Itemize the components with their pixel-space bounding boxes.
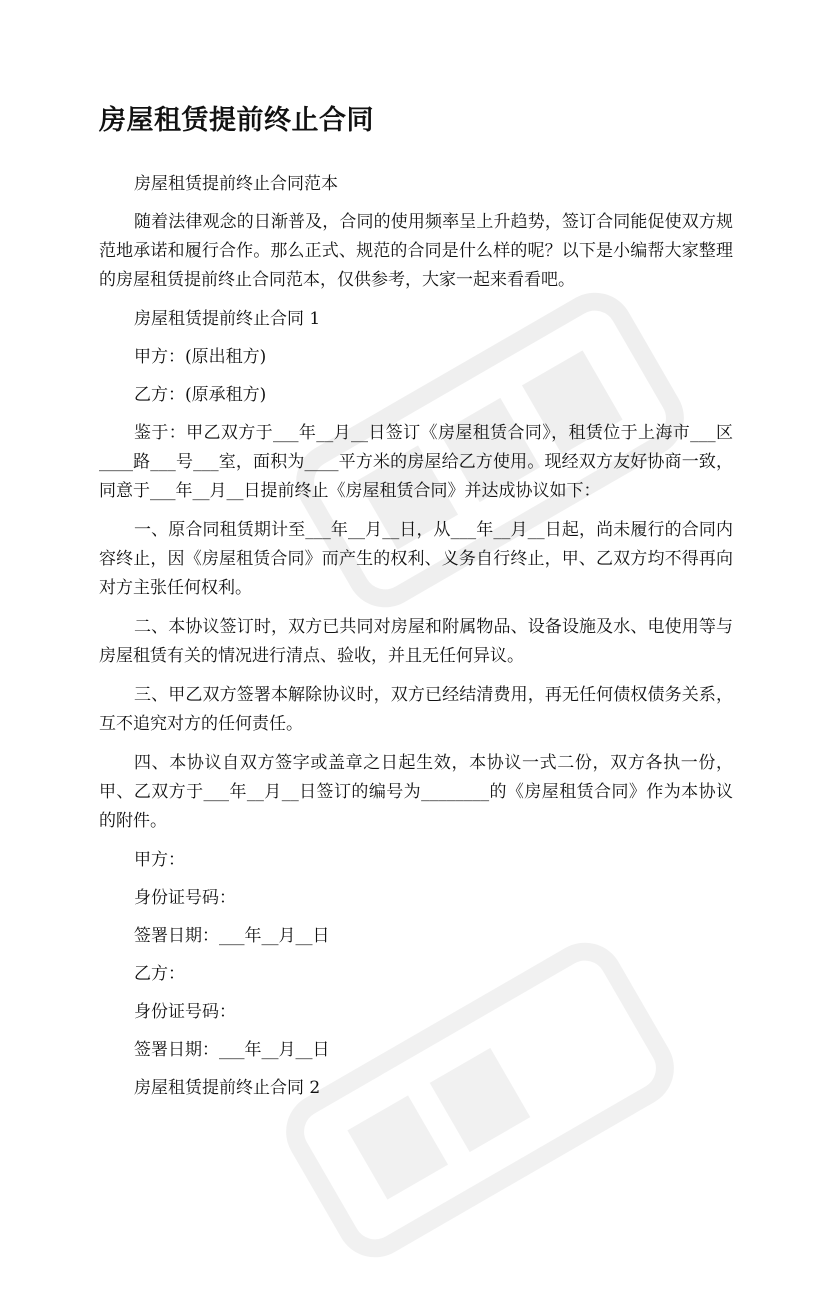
paragraph-whereas: 鉴于：甲乙双方于___年__月__日签订《房屋租赁合同》，租赁位于上海市___区____路___号___室，面积为____平方米的房屋给乙方使用。现经双方友好协商一致，同意于___年__月__日提前终止《房屋租赁合同》并达成协议如下：: [99, 423, 733, 501]
paragraph-section-heading-1: 房屋租赁提前终止合同 1: [134, 309, 321, 329]
document-title: 房屋租赁提前终止合同: [99, 105, 374, 136]
signature-party-b-date: 签署日期：___年__月__日: [134, 1040, 330, 1060]
signature-party-a-id: 身份证号码：: [134, 888, 236, 908]
paragraph-intro: 随着法律观念的日渐普及，合同的使用频率呈上升趋势，签订合同能促使双方规范地承诺和履行合作。那么正式、规范的合同是什么样的呢？以下是小编帮大家整理的房屋租赁提前终止合同范本，仅供参考，大家一起来看看吧。: [99, 212, 733, 290]
paragraph-clause-3: 三、甲乙双方签署本解除协议时，双方已经结清费用，再无任何债权债务关系，互不追究对方的任何责任。: [99, 685, 733, 734]
paragraph-section-heading-2: 房屋租赁提前终止合同 2: [134, 1078, 321, 1098]
paragraph-clause-4: 四、本协议自双方签字或盖章之日起生效，本协议一式二份，双方各执一份，甲、乙双方于___年__月__日签订的编号为________的《房屋租赁合同》作为本协议的附件。: [99, 753, 733, 831]
signature-party-a-date: 签署日期：___年__月__日: [134, 926, 330, 946]
signature-party-b: 乙方：: [134, 964, 185, 984]
paragraph-clause-1: 一、原合同租赁期计至___年__月__日，从___年__月__日起，尚未履行的合同内容终止，因《房屋租赁合同》而产生的权利、义务自行终止，甲、乙双方均不得再向对方主张任何权利。: [99, 520, 733, 598]
paragraph-clause-2: 二、本协议签订时，双方已共同对房屋和附属物品、设备设施及水、电使用等与房屋租赁有关的情况进行清点、验收，并且无任何异议。: [99, 617, 733, 666]
document-body: [99, 170, 733, 1112]
paragraph-party-b: 乙方：(原承租方): [134, 385, 267, 405]
signature-party-a: 甲方：: [134, 850, 185, 870]
paragraph-subtitle: 房屋租赁提前终止合同范本: [134, 174, 338, 194]
paragraph-party-a: 甲方：(原出租方): [134, 347, 267, 367]
signature-party-b-id: 身份证号码：: [134, 1002, 236, 1022]
